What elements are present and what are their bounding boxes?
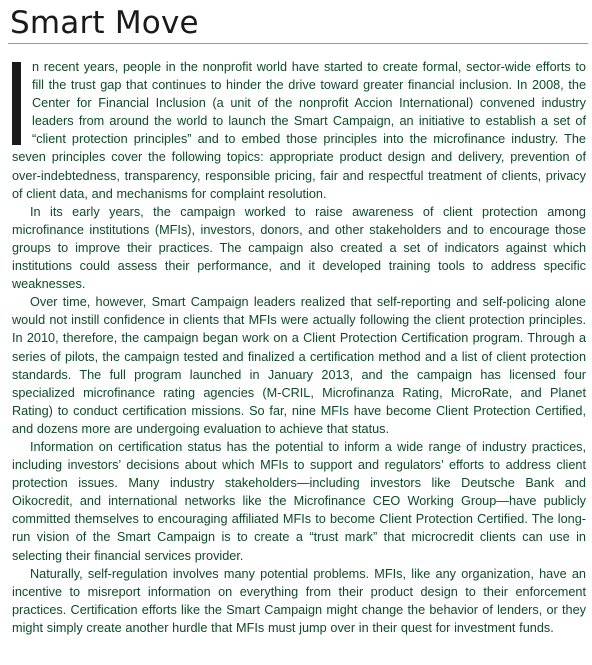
paragraph-5: Naturally, self-regulation involves many potential problems. MFIs, like any organization, have an incentive to misreport information on everything from their product design to their enforcement practices. Certification efforts like the Smart Campaign might change the behavior of lenders, or they might simply create another hurdle that MFIs must jump over in their quest for investment funds. — [12, 566, 586, 635]
paragraph-2: In its early years, the campaign worked to raise awareness of client protection among microfinance institutions (MFIs), investors, donors, and other stakeholders and to encourage those groups to improve their practices. The campaign also created a set of indicators against which institutions could assess their performance, and it developed training tools to address specific weaknesses. — [12, 204, 586, 292]
title-divider — [8, 43, 588, 44]
paragraph-4: Information on certification status has the potential to inform a wide range of industry practices, including investors’ decisions about which MFIs to support and regulators’ efforts to address client protection issues. Many industry stakeholders—including investors like Deutsche Bank and Oikocredit, and international networks like the Microfinance CEO Working Group—have publicly committed themselves to encouraging affiliated MFIs to become Client Protection Certified. The long-run vision of the Smart Campaign is to create a “trust mark” that microcredit clients can use in selecting their financial services provider. — [12, 439, 586, 563]
paragraph-1 — [12, 58, 586, 203]
paragraph-3: Over time, however, Smart Campaign leaders realized that self-reporting and self-policing alone would not instill confidence in clients that MFIs were actually following the client protection principles. In 2010, therefore, the campaign began work on a Client Protection Certification program. Through a series of pilots, the campaign tested and finalized a certification method and a list of client protection standards. The full program launched in January 2013, and the campaign has licensed four specialized microfinance rating agencies (M-CRIL, Microfinanza Rating, MicroRate, and Planet Rating) to conduct certification missions. So far, nine MFIs have become Client Protection Certified, and dozens more are undergoing evaluation to achieve that status. — [12, 295, 586, 436]
paragraph-1-text: n recent years, people in the nonprofit world have started to create formal, sector-wide efforts to fill the trust gap that continues to hinder the drive toward greater financial inclusion. In 2008, the Center for Financial Inclusion (a unit of the nonprofit Accion International) convened industry leaders from around the world to launch the Smart Campaign, an initiative to establish a set of “client protection principles” and to embed those principles into the microfinance industry. The seven principles cover the following topics: appropriate product design and delivery, prevention of over-indebtedness, transparency, responsible pricing, fair and respectful treatment of clients, privacy of client data, and mechanisms for complaint resolution. — [12, 60, 586, 201]
article-body — [12, 58, 586, 637]
article-title: Smart Move — [10, 5, 199, 41]
drop-cap-bar — [12, 62, 21, 145]
